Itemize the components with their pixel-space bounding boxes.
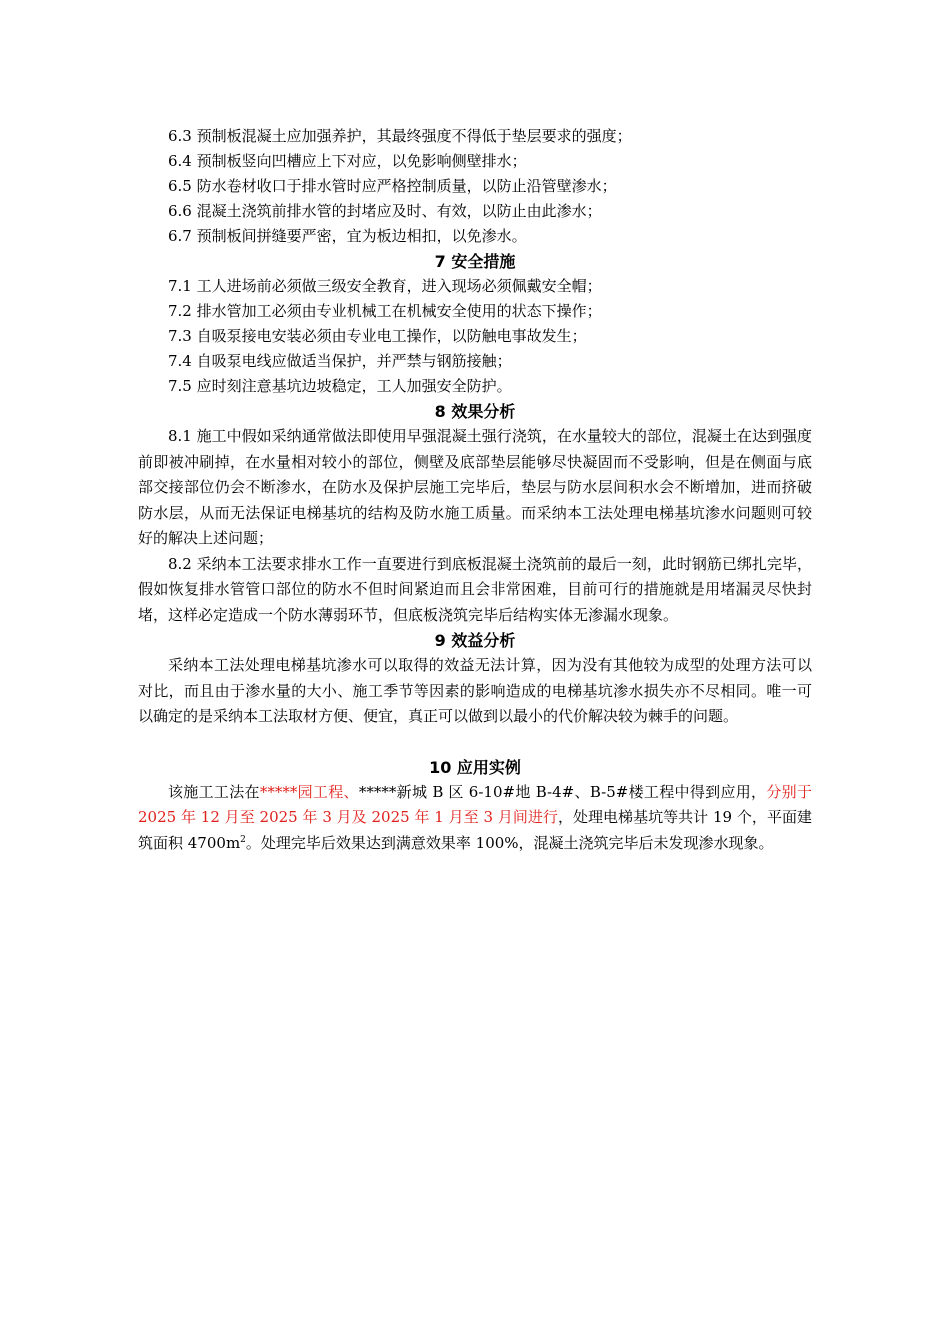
item-6-4: 6.4 预制板竖向凹槽应上下对应，以免影响侧壁排水； (168, 152, 527, 170)
paragraph-10-part-c: ，处理电梯基坑等共计 19 个，平面建筑面积 4700m (138, 808, 812, 852)
paragraph-10 (138, 780, 812, 857)
paragraph-10-part-b: *****新城 B 区 6-10#地 B-4#、B-5#楼工程中得到应用， (358, 782, 767, 801)
item-7-1: 7.1 工人进场前必须做三级安全教育，进入现场必须佩戴安全帽； (168, 277, 602, 295)
highlight-project-name: *****园工程、 (259, 782, 359, 801)
paragraph-8-2: 8.2 采纳本工法要求排水工作一直要进行到底板混凝土浇筑前的最后一刻，此时钢筋已绑扎完毕，假如恢复排水管管口部位的防水不但时间紧迫而且会非常困难，目前可行的措施就是用堵漏灵尽快封堵，这样必定造成一个防水薄弱环节，但底板浇筑完毕后结构实体无渗漏水现象。 (138, 554, 812, 624)
item-7-2: 7.2 排水管加工必须由专业机械工在机械安全使用的状态下操作； (168, 302, 602, 320)
item-6-5: 6.5 防水卷材收口于排水管时应严格控制质量，以防止沿管壁渗水； (168, 177, 617, 195)
item-6-3: 6.3 预制板混凝土应加强养护，其最终强度不得低于垫层要求的强度； (168, 127, 632, 145)
paragraph-10-part-a: 该施工工法在 (168, 782, 260, 801)
paragraph-8-1: 8.1 施工中假如采纳通常做法即使用早强混凝土强行浇筑，在水量较大的部位，混凝土在达到强度前即被冲刷掉，在水量相对较小的部位，侧壁及底部垫层能够尽快凝固而不受影响，但是在侧面与底部交接部位仍会不断渗水，在防水及保护层施工完毕后，垫层与防水层间积水会不断增加，进而挤破防水层，从而无法保证电梯基坑的结构及防水施工质量。而采纳本工法处理电梯基坑渗水问题则可较好的解决上述问题； (138, 427, 812, 547)
item-7-3: 7.3 自吸泵接电安装必须由专业电工操作，以防触电事故发生； (168, 327, 587, 345)
document-page (138, 124, 812, 856)
section-10-heading: 10 应用实例 (429, 757, 521, 777)
section-9-heading: 9 效益分析 (434, 631, 516, 650)
highlight-date-range: 分别于 2025 年 12 月至 2025 年 3 月及 2025 年 1 月至 3 月间进行 (138, 782, 812, 826)
item-6-6: 6.6 混凝土浇筑前排水管的封堵应及时、有效，以防止由此渗水； (168, 202, 602, 220)
superscript-squared: 2 (240, 834, 246, 845)
item-7-4: 7.4 自吸泵电线应做适当保护，并严禁与钢筋接触； (168, 352, 512, 370)
paragraph-10-part-d: 。处理完毕后效果达到满意效果率 100%，混凝土浇筑完毕后未发现渗水现象。 (245, 833, 774, 852)
item-7-5: 7.5 应时刻注意基坑边坡稳定，工人加强安全防护。 (168, 377, 512, 395)
section-7-heading: 7 安全措施 (434, 252, 516, 271)
paragraph-9: 采纳本工法处理电梯基坑渗水可以取得的效益无法计算，因为没有其他较为成型的处理方法可以对比，而且由于渗水量的大小、施工季节等因素的影响造成的电梯基坑渗水损失亦不尽相同。唯一可以确定的是采纳本工法取材方便、便宜，真正可以做到以最小的代价解决较为棘手的问题。 (138, 656, 812, 725)
section-8-heading: 8 效果分析 (434, 402, 516, 421)
item-6-7: 6.7 预制板间拼缝要严密，宜为板边相扣，以免渗水。 (168, 227, 527, 245)
